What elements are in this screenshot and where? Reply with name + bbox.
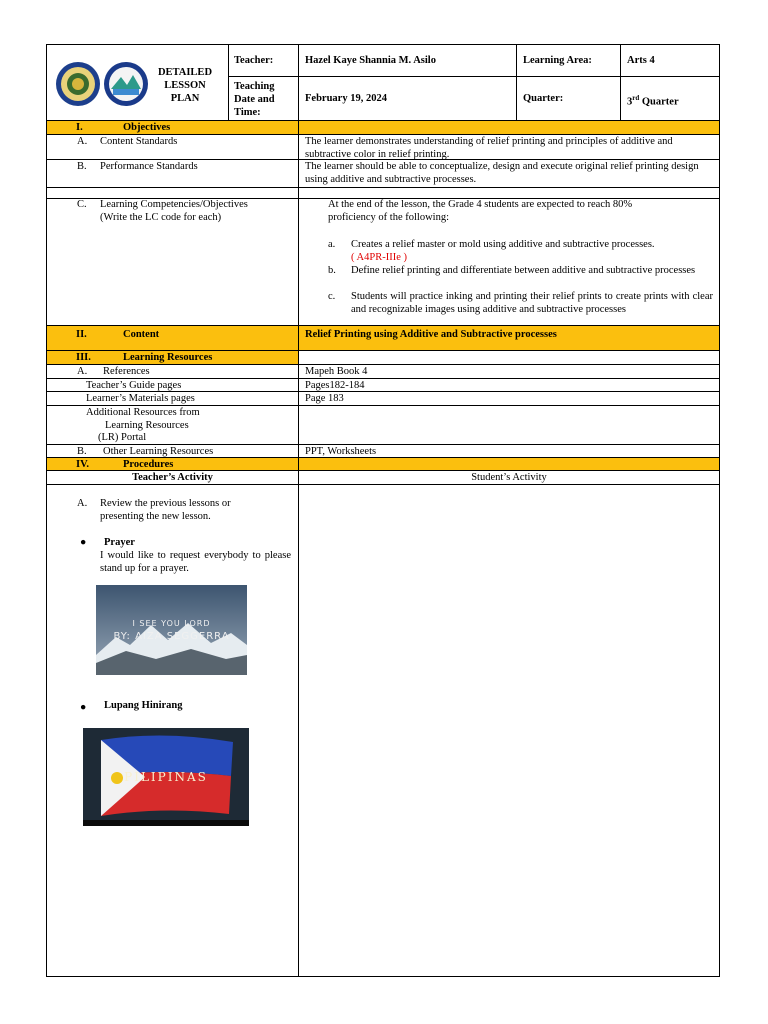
learning-area-label: Learning Area: bbox=[523, 55, 592, 66]
performance-standards-letter: B. bbox=[77, 161, 87, 172]
performance-standards-label: Performance Standards bbox=[100, 161, 198, 172]
references-value: Mapeh Book 4 bbox=[305, 366, 368, 377]
objectives-numeral: I. bbox=[76, 122, 83, 133]
competencies-label-line2: (Write the LC code for each) bbox=[100, 212, 222, 223]
additional-resources-line3: (LR) Portal bbox=[98, 432, 147, 443]
date-value: February 19, 2024 bbox=[305, 93, 387, 104]
prayer-video-thumbnail bbox=[96, 585, 247, 675]
competencies-letter: C. bbox=[77, 199, 87, 210]
review-line2: presenting the new lesson. bbox=[100, 511, 211, 522]
performance-standards-value: The learner should be able to conceptualize, design and execute original relief printing design using additive and subtractive processes. bbox=[305, 161, 699, 185]
quarter-value: 3rd Quarter bbox=[627, 94, 679, 108]
prayer-video-title: I SEE YOU LORD bbox=[132, 619, 211, 628]
content-value: Relief Printing using Additive and Subtractive processes bbox=[305, 329, 557, 340]
other-resources-value: PPT, Worksheets bbox=[305, 446, 377, 457]
competency-a-code: ( A4PR-IIIe ) bbox=[351, 252, 407, 263]
date-label-line2: Date and bbox=[234, 94, 275, 105]
other-resources-label: Other Learning Resources bbox=[103, 446, 214, 457]
references-letter: A. bbox=[77, 366, 88, 377]
learning-area-value: Arts 4 bbox=[627, 55, 655, 66]
learners-materials-label: Learner’s Materials pages bbox=[86, 393, 195, 404]
competency-a-text: Creates a relief master or mold using additive and subtractive processes. bbox=[351, 239, 655, 250]
prayer-bullet: ● bbox=[80, 537, 87, 548]
competency-b-letter: b. bbox=[328, 265, 336, 276]
lesson-plan-title-line1: DETAILED bbox=[157, 67, 213, 78]
school-logo bbox=[55, 61, 101, 107]
additional-resources-line2: Learning Resources bbox=[105, 420, 189, 431]
anthem-bullet: ● bbox=[80, 702, 87, 713]
content-heading: Content bbox=[123, 329, 160, 340]
teachers-guide-value: Pages182-184 bbox=[305, 380, 365, 391]
competencies-intro: At the end of the lesson, the Grade 4 students are expected to reach 80% proficiency of the following: bbox=[328, 199, 633, 223]
competencies-label-line1: Learning Competencies/Objectives bbox=[100, 199, 248, 210]
resources-heading: Learning Resources bbox=[123, 352, 213, 363]
anthem-video-thumbnail bbox=[83, 728, 249, 826]
learners-materials-value: Page 183 bbox=[305, 393, 344, 404]
competency-a-letter: a. bbox=[328, 239, 336, 250]
teacher-activity-header: Teacher’s Activity bbox=[132, 472, 213, 483]
competency-c-text: Students will practice inking and printing their relief prints to create prints with clear and recognizable images using additive and subtractive processes bbox=[351, 291, 713, 315]
content-standards-label: Content Standards bbox=[100, 136, 178, 147]
procedures-numeral: IV. bbox=[76, 459, 89, 470]
division-logo bbox=[103, 61, 149, 107]
teachers-guide-label: Teacher’s Guide pages bbox=[86, 380, 182, 391]
prayer-video-artist: BY: AIZA SEGGERRA bbox=[113, 631, 230, 642]
references-label: References bbox=[103, 366, 150, 377]
content-standards-letter: A. bbox=[77, 136, 88, 147]
review-letter: A. bbox=[77, 498, 88, 509]
student-activity-header: Student’s Activity bbox=[471, 472, 547, 483]
teacher-value: Hazel Kaye Shannia M. Asilo bbox=[305, 55, 436, 66]
content-numeral: II. bbox=[76, 329, 87, 340]
competency-b-text: Define relief printing and differentiate between additive and subtractive processes bbox=[351, 265, 696, 276]
lesson-plan-title-line3: PLAN bbox=[170, 93, 200, 104]
resources-numeral: III. bbox=[76, 352, 91, 363]
procedures-heading: Procedures bbox=[123, 459, 174, 470]
lesson-plan-title-line2: LESSON bbox=[164, 80, 206, 91]
content-standards-value: The learner demonstrates understanding of relief printing and principles of additive and subtractive color in relief printing. bbox=[305, 136, 673, 160]
additional-resources-line1: Additional Resources from bbox=[86, 407, 200, 418]
date-label-line1: Teaching bbox=[234, 81, 275, 92]
competency-c-letter: c. bbox=[328, 291, 336, 302]
objectives-heading: Objectives bbox=[123, 122, 171, 133]
quarter-label: Quarter: bbox=[523, 93, 564, 104]
date-label-line3: Time: bbox=[234, 107, 261, 118]
prayer-title: Prayer bbox=[104, 537, 135, 548]
prayer-text: I would like to request everybody to please stand up for a prayer. bbox=[100, 550, 291, 574]
other-resources-letter: B. bbox=[77, 446, 87, 457]
teacher-label: Teacher: bbox=[234, 55, 274, 66]
anthem-video-text: PILIPINAS bbox=[124, 770, 208, 784]
anthem-title: Lupang Hinirang bbox=[104, 700, 183, 711]
review-line1: Review the previous lessons or bbox=[100, 498, 231, 509]
